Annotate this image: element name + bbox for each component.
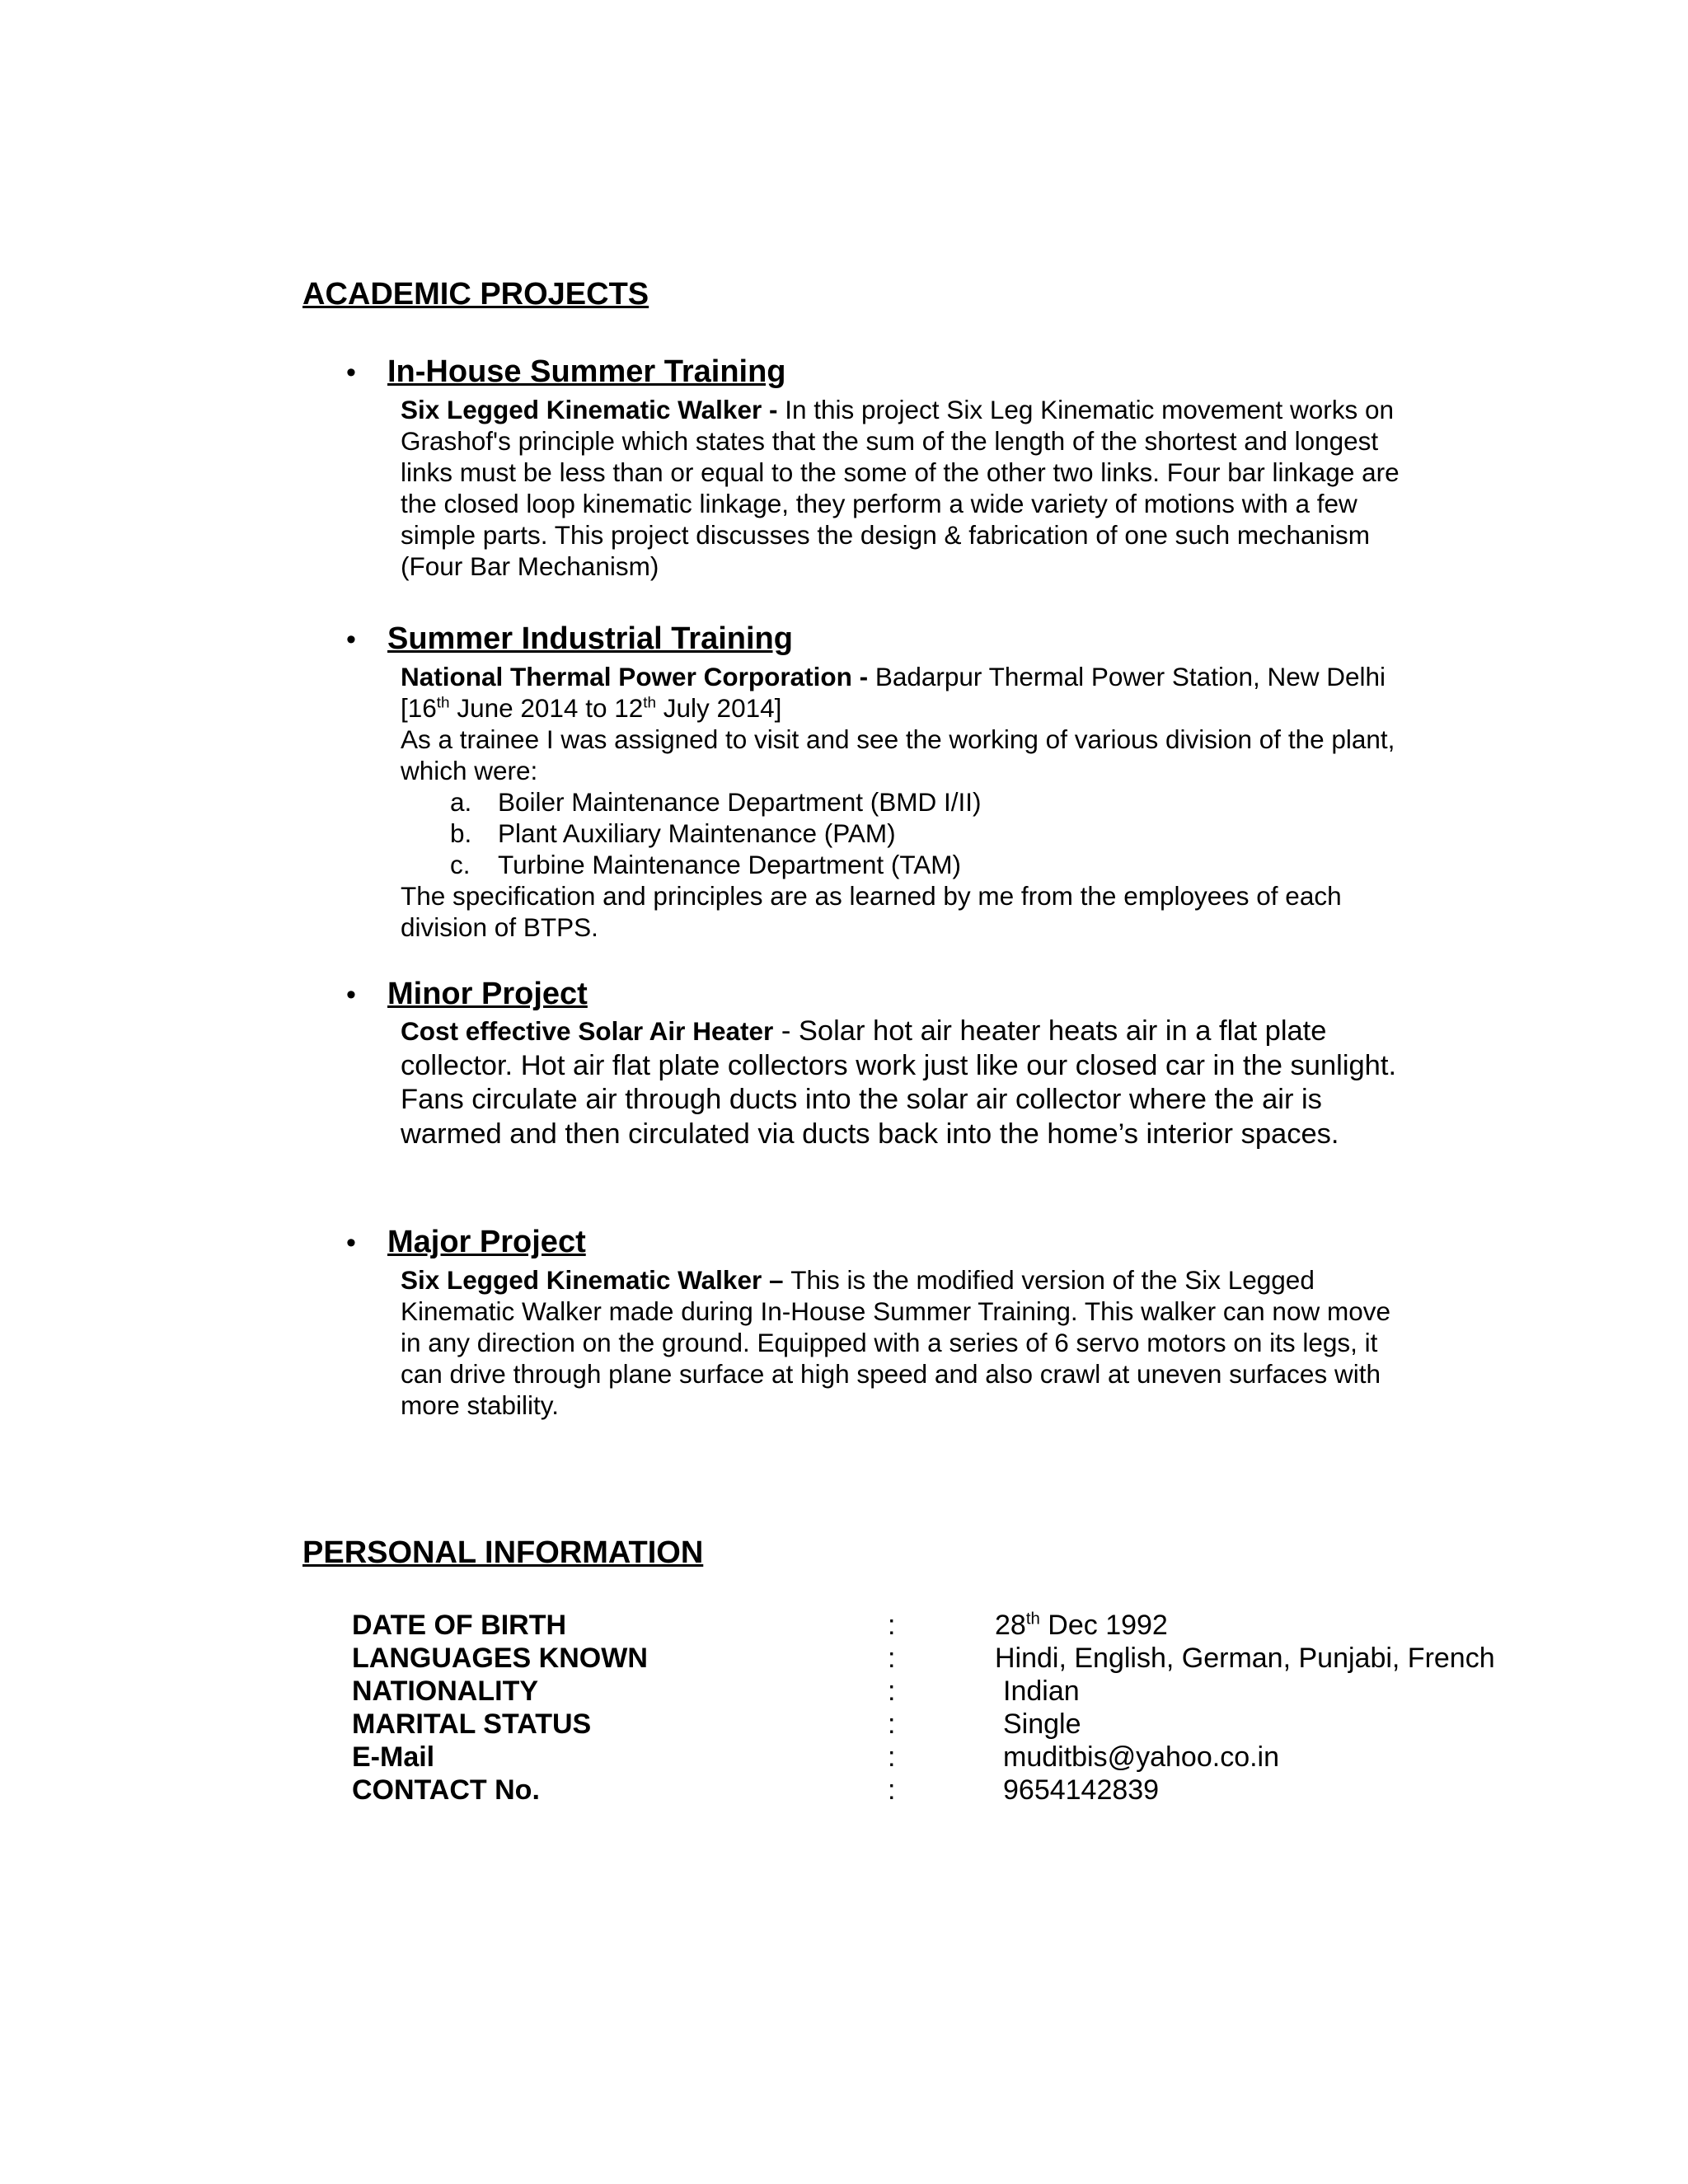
project-major bbox=[346, 1223, 1418, 1421]
personal-information-heading: PERSONAL INFORMATION bbox=[302, 1535, 704, 1570]
list-item-text: Boiler Maintenance Department (BMD I/II) bbox=[498, 787, 982, 817]
info-separator: : bbox=[888, 1774, 896, 1806]
info-row-languages bbox=[352, 1642, 1671, 1675]
dob-day: 28 bbox=[995, 1610, 1026, 1641]
dob-month-year: Dec 1992 bbox=[1039, 1610, 1168, 1641]
info-row-date-of-birth bbox=[352, 1609, 1671, 1642]
info-label: LANGUAGES KNOWN bbox=[352, 1643, 648, 1674]
project-in-house-training bbox=[346, 353, 1418, 582]
training-date-end: July 2014] bbox=[656, 693, 782, 723]
info-label: DATE OF BIRTH bbox=[352, 1610, 567, 1641]
info-label: E-Mail bbox=[352, 1741, 435, 1773]
bullet-icon: • bbox=[346, 357, 356, 388]
project-lead: Cost effective Solar Air Heater bbox=[401, 1016, 774, 1046]
info-value: Single bbox=[1003, 1708, 1081, 1740]
bullet-icon: • bbox=[346, 979, 356, 1010]
info-value: Indian bbox=[1003, 1675, 1080, 1707]
date-suffix: th bbox=[643, 694, 657, 712]
info-separator: : bbox=[888, 1643, 896, 1674]
academic-projects-heading: ACADEMIC PROJECTS bbox=[302, 277, 649, 312]
info-separator: : bbox=[888, 1610, 896, 1641]
training-intro: As a trainee I was assigned to visit and see the working of various division of the plant, which were: bbox=[401, 724, 1395, 785]
project-description bbox=[401, 661, 1414, 943]
list-item bbox=[401, 818, 1414, 849]
project-title: In-House Summer Training bbox=[387, 354, 786, 389]
info-value: Hindi, English, German, Punjabi, French bbox=[995, 1643, 1495, 1674]
info-separator: : bbox=[888, 1741, 896, 1773]
project-title: Major Project bbox=[387, 1225, 586, 1259]
list-item bbox=[401, 849, 1414, 880]
info-row-contact bbox=[352, 1774, 1671, 1807]
training-date-middle: June 2014 to 12 bbox=[449, 693, 644, 723]
date-suffix: th bbox=[436, 694, 450, 712]
info-row-nationality bbox=[352, 1675, 1671, 1708]
list-marker: a. bbox=[450, 787, 472, 817]
department-list bbox=[401, 786, 1414, 880]
project-lead: Six Legged Kinematic Walker - bbox=[401, 395, 785, 424]
project-text: In this project Six Leg Kinematic movement works on Grashof's principle which states that the sum of the length of the shortest and longest links must be less than or equal to the some of the other two links. Four bar linkage are the closed loop kinematic linkage, they perform a wide variety of motions with a few simple parts. This project discusses the design & fabrication of one such mechanism (Four Bar Mechanism) bbox=[401, 395, 1400, 581]
project-summer-industrial-training bbox=[346, 620, 1418, 943]
project-lead: Six Legged Kinematic Walker – bbox=[401, 1265, 791, 1295]
training-location: Badarpur Thermal Power Station, New Delhi [16 bbox=[401, 662, 1386, 723]
list-marker: b. bbox=[450, 818, 472, 848]
project-description bbox=[401, 1264, 1414, 1421]
list-item-text: Plant Auxiliary Maintenance (PAM) bbox=[498, 818, 896, 848]
bullet-icon: • bbox=[346, 1227, 356, 1258]
project-title: Minor Project bbox=[387, 977, 588, 1011]
info-row-marital-status bbox=[352, 1708, 1671, 1741]
project-text: - Solar hot air heater heats air in a flat plate collector. Hot air flat plate collectors work just like our closed car in the sunlight. Fans circulate air through ducts into the solar air collector where the air is warmed and then circulated via ducts back into the home’s interior spaces. bbox=[401, 1015, 1397, 1150]
list-marker: c. bbox=[450, 850, 471, 879]
project-lead: National Thermal Power Corporation - bbox=[401, 662, 875, 691]
project-description bbox=[401, 394, 1414, 582]
project-text: This is the modified version of the Six Legged Kinematic Walker made during In-House Summer Training. This walker can now move in any direction on the ground. Equipped with a series of 6 servo motors on its legs, it can drive through plane surface at high speed and also crawl at uneven surfaces with more stability. bbox=[401, 1265, 1390, 1420]
project-minor bbox=[346, 975, 1418, 1151]
list-item-text: Turbine Maintenance Department (TAM) bbox=[498, 850, 961, 879]
training-closing: The specification and principles are as learned by me from the employees of each division of BTPS. bbox=[401, 881, 1342, 942]
contact-value: 9654142839 bbox=[1003, 1774, 1160, 1806]
info-label: NATIONALITY bbox=[352, 1675, 539, 1707]
email-value: muditbis@yahoo.co.in bbox=[1003, 1741, 1280, 1773]
bullet-icon: • bbox=[346, 624, 356, 655]
date-suffix: th bbox=[1025, 1610, 1040, 1629]
info-row-email bbox=[352, 1741, 1671, 1774]
info-separator: : bbox=[888, 1675, 896, 1707]
project-title: Summer Industrial Training bbox=[387, 621, 793, 656]
info-label: CONTACT No. bbox=[352, 1774, 540, 1806]
list-item bbox=[401, 786, 1414, 818]
info-value bbox=[995, 1609, 1168, 1642]
project-description bbox=[401, 1015, 1414, 1151]
info-label: MARITAL STATUS bbox=[352, 1708, 592, 1740]
info-separator: : bbox=[888, 1708, 896, 1740]
training-organization bbox=[401, 661, 1414, 724]
